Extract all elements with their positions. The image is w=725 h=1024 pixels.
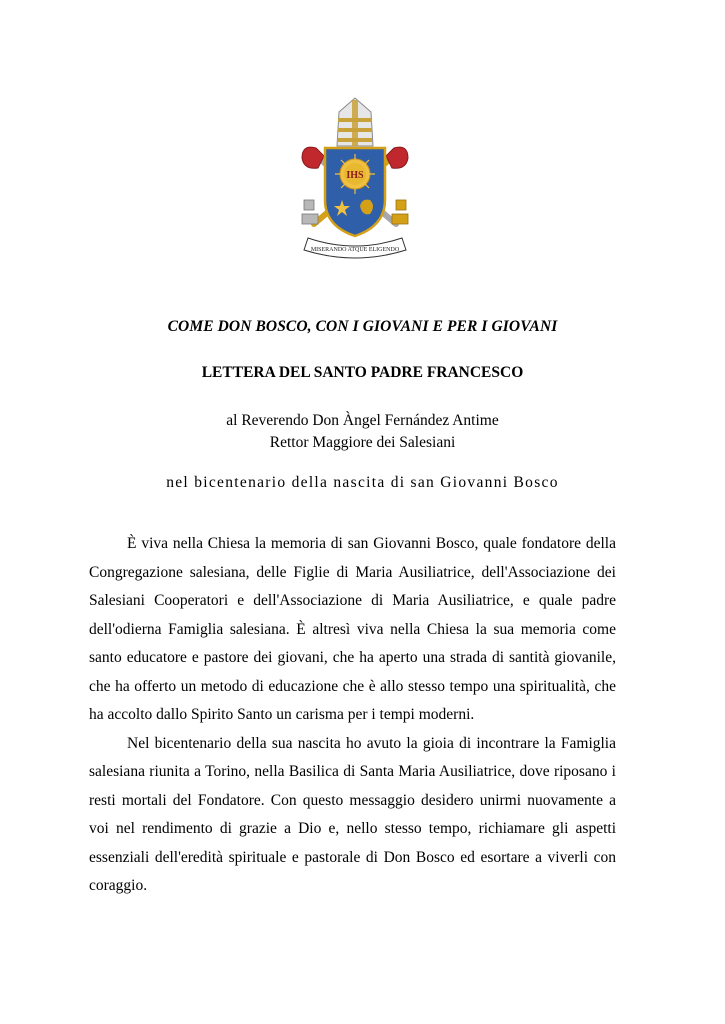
motto-ribbon bbox=[304, 238, 406, 258]
body-paragraph-1: È viva nella Chiesa la memoria di san Giovanni Bosco, quale fondatore della Congregazione salesiana, delle Figlie di Maria Ausiliatrice, dell'Associazione dei Salesiani Cooperatori e dell'Associazione di Maria Ausiliatrice, e quale padre dell'odierna Famiglia salesiana. È altresì viva nella Chiesa la sua memoria come santo educatore e pastore dei giovani, che ha aperto una strada di santità giovanile, che ha offerto un metodo di educazione che è allo stesso tempo una spiritualità, che ha accolto dallo Spirito Santo un carisma per i tempi moderni. bbox=[89, 535, 616, 723]
letter-subtitle: COME DON BOSCO, CON I GIOVANI E PER I GIOVANI bbox=[167, 318, 558, 335]
letter-body bbox=[89, 530, 616, 901]
addressee-block bbox=[0, 410, 725, 454]
occasion-line: nel bicentenario della nascita di san Giovanni Bosco bbox=[166, 474, 559, 491]
motto-text: MISERANDO ATQUE ELIGENDO bbox=[310, 247, 400, 253]
shield bbox=[325, 148, 385, 236]
addressee-role: Rettor Maggiore dei Salesiani bbox=[269, 434, 456, 451]
addressee-name: al Reverendo Don Àngel Fernández Antime bbox=[226, 412, 499, 429]
ihs-monogram: IHS bbox=[346, 170, 364, 181]
mitre bbox=[337, 98, 373, 146]
body-paragraph-2: Nel bicentenario della sua nascita ho avuto la gioia di incontrare la Famiglia salesiana riunita a Torino, nella Basilica di Santa Maria Ausiliatrice, dove riposano i resti mortali del Fondatore. Con questo messaggio desidero unirmi nuovamente a voi nel rendimento di grazie a Dio e, nello stesso tempo, richiamare gli aspetti essenziali dell'eredità spirituale e pastorale di Don Bosco ed esortare a viverli con coraggio. bbox=[89, 734, 616, 894]
letter-title: LETTERA DEL SANTO PADRE FRANCESCO bbox=[201, 364, 524, 381]
papal-coat-of-arms-icon bbox=[296, 96, 414, 262]
